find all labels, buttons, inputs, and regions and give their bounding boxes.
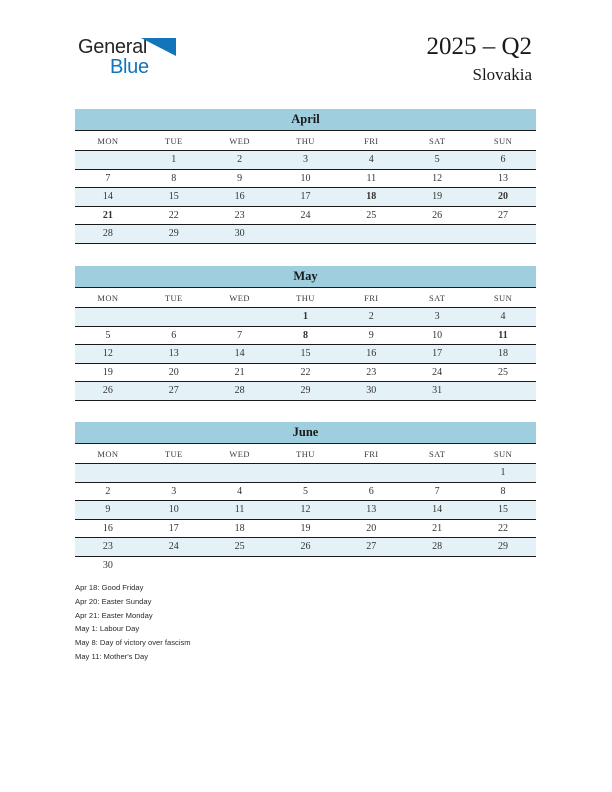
day-cell[interactable]: 18 xyxy=(470,345,536,364)
day-cell[interactable]: 30 xyxy=(75,556,141,574)
day-cell[interactable]: 9 xyxy=(75,501,141,520)
day-cell[interactable]: 9 xyxy=(207,169,273,188)
day-cell[interactable]: 16 xyxy=(207,188,273,207)
day-cell[interactable]: 22 xyxy=(273,363,339,382)
day-cell-empty xyxy=(338,225,404,244)
day-cell[interactable]: 8 xyxy=(141,169,207,188)
month-title: April xyxy=(75,109,536,131)
week-row xyxy=(75,188,536,207)
day-cell[interactable]: 26 xyxy=(273,538,339,557)
day-cell-empty xyxy=(404,464,470,483)
legend-item: Apr 18: Good Friday xyxy=(75,583,144,592)
day-cell[interactable]: 31 xyxy=(404,382,470,401)
day-cell[interactable]: 29 xyxy=(470,538,536,557)
day-cell[interactable]: 20 xyxy=(141,363,207,382)
day-cell[interactable]: 4 xyxy=(207,482,273,501)
day-cell[interactable]: 13 xyxy=(338,501,404,520)
day-cell[interactable]: 17 xyxy=(404,345,470,364)
day-cell[interactable]: 3 xyxy=(141,482,207,501)
day-cell-empty xyxy=(207,464,273,483)
day-cell[interactable]: 15 xyxy=(141,188,207,207)
legend-item: May 11: Mother's Day xyxy=(75,651,149,661)
month-calendar-may xyxy=(75,266,536,401)
week-row xyxy=(75,151,536,170)
day-cell[interactable]: 27 xyxy=(338,538,404,557)
day-cell-holiday[interactable]: 1 xyxy=(273,308,339,327)
day-cell[interactable]: 25 xyxy=(470,363,536,382)
day-cell[interactable]: 27 xyxy=(470,206,536,225)
brand-name-general: General xyxy=(78,36,148,58)
month-calendar-april xyxy=(75,109,536,244)
day-cell[interactable]: 10 xyxy=(404,326,470,345)
day-cell-holiday[interactable]: 18 xyxy=(338,188,404,207)
day-cell[interactable]: 24 xyxy=(141,538,207,557)
day-cell[interactable]: 18 xyxy=(207,519,273,538)
day-cell-holiday[interactable]: 11 xyxy=(470,326,536,345)
day-cell[interactable]: 24 xyxy=(404,363,470,382)
week-row xyxy=(75,482,536,501)
weekday-header-tue: TUE xyxy=(141,131,207,151)
week-row xyxy=(75,345,536,364)
day-cell[interactable]: 4 xyxy=(470,308,536,327)
day-cell-empty xyxy=(338,464,404,483)
day-cell[interactable]: 22 xyxy=(470,519,536,538)
brand-logo xyxy=(78,36,198,82)
page-header xyxy=(0,0,612,100)
day-cell-holiday[interactable]: 8 xyxy=(273,326,339,345)
day-cell[interactable]: 26 xyxy=(404,206,470,225)
weekday-header-row xyxy=(75,288,536,308)
day-cell[interactable]: 14 xyxy=(75,188,141,207)
day-cell[interactable]: 23 xyxy=(338,363,404,382)
day-cell-empty xyxy=(404,556,470,574)
day-cell[interactable]: 5 xyxy=(404,151,470,170)
day-cell[interactable]: 19 xyxy=(273,519,339,538)
week-row xyxy=(75,538,536,557)
weekday-header-mon: MON xyxy=(75,131,141,151)
day-cell[interactable]: 2 xyxy=(338,308,404,327)
day-cell[interactable]: 16 xyxy=(75,519,141,538)
day-cell[interactable]: 6 xyxy=(338,482,404,501)
day-cell[interactable]: 11 xyxy=(207,501,273,520)
day-cell-empty xyxy=(141,464,207,483)
day-cell[interactable]: 25 xyxy=(207,538,273,557)
day-cell[interactable]: 26 xyxy=(75,382,141,401)
day-cell[interactable]: 4 xyxy=(338,151,404,170)
day-cell-empty xyxy=(338,556,404,574)
week-row xyxy=(75,308,536,327)
day-cell-empty xyxy=(141,308,207,327)
day-cell-empty xyxy=(470,382,536,401)
day-cell-empty xyxy=(470,556,536,574)
day-cell-empty xyxy=(470,225,536,244)
day-cell[interactable]: 13 xyxy=(141,345,207,364)
legend-item: May 8: Day of victory over fascism xyxy=(75,638,191,648)
weekday-header-mon: MON xyxy=(75,444,141,464)
month-grid xyxy=(75,444,536,574)
weekday-header-sat: SAT xyxy=(404,444,470,464)
weekday-header-thu: THU xyxy=(273,288,339,308)
day-cell[interactable]: 30 xyxy=(338,382,404,401)
week-row xyxy=(75,169,536,188)
day-cell-empty xyxy=(207,308,273,327)
day-cell[interactable]: 24 xyxy=(273,206,339,225)
day-cell[interactable]: 29 xyxy=(273,382,339,401)
weekday-header-thu: THU xyxy=(273,444,339,464)
day-cell[interactable]: 7 xyxy=(75,169,141,188)
day-cell-empty xyxy=(75,151,141,170)
weekday-header-wed: WED xyxy=(207,444,273,464)
day-cell[interactable]: 23 xyxy=(207,206,273,225)
week-row xyxy=(75,464,536,483)
day-cell-empty xyxy=(273,464,339,483)
weekday-header-sat: SAT xyxy=(404,131,470,151)
day-cell[interactable]: 22 xyxy=(141,206,207,225)
day-cell[interactable]: 9 xyxy=(338,326,404,345)
day-cell[interactable]: 12 xyxy=(75,345,141,364)
day-cell[interactable]: 28 xyxy=(207,382,273,401)
week-row xyxy=(75,519,536,538)
day-cell-empty xyxy=(273,556,339,574)
day-cell[interactable]: 10 xyxy=(141,501,207,520)
weekday-header-sat: SAT xyxy=(404,288,470,308)
weekday-header-row xyxy=(75,131,536,151)
day-cell[interactable]: 29 xyxy=(141,225,207,244)
day-cell[interactable]: 14 xyxy=(404,501,470,520)
weekday-header-sun: SUN xyxy=(470,131,536,151)
day-cell-holiday[interactable]: 20 xyxy=(470,188,536,207)
day-cell[interactable]: 1 xyxy=(141,151,207,170)
day-cell[interactable]: 19 xyxy=(404,188,470,207)
day-cell-empty xyxy=(141,556,207,574)
day-cell[interactable]: 28 xyxy=(404,538,470,557)
day-cell[interactable]: 25 xyxy=(338,206,404,225)
week-row xyxy=(75,363,536,382)
week-row xyxy=(75,225,536,244)
day-cell-empty xyxy=(207,556,273,574)
weekday-header-thu: THU xyxy=(273,131,339,151)
day-cell[interactable]: 14 xyxy=(207,345,273,364)
day-cell[interactable]: 6 xyxy=(470,151,536,170)
page-title: 2025 – Q2 xyxy=(426,33,532,60)
day-cell-empty xyxy=(404,225,470,244)
day-cell[interactable]: 15 xyxy=(470,501,536,520)
day-cell[interactable]: 3 xyxy=(404,308,470,327)
day-cell[interactable]: 8 xyxy=(470,482,536,501)
blue-triangle-icon xyxy=(141,38,177,57)
weekday-header-tue: TUE xyxy=(141,444,207,464)
weekday-header-fri: FRI xyxy=(338,288,404,308)
day-cell[interactable]: 17 xyxy=(273,188,339,207)
day-cell[interactable]: 28 xyxy=(75,225,141,244)
month-title: June xyxy=(75,422,536,444)
day-cell[interactable]: 20 xyxy=(338,519,404,538)
weekday-header-sun: SUN xyxy=(470,288,536,308)
day-cell[interactable]: 12 xyxy=(404,169,470,188)
holiday-legend xyxy=(75,581,475,664)
weekday-header-fri: FRI xyxy=(338,131,404,151)
day-cell[interactable]: 30 xyxy=(207,225,273,244)
weeks-body xyxy=(75,151,536,244)
day-cell-empty xyxy=(75,464,141,483)
day-cell-holiday[interactable]: 21 xyxy=(75,206,141,225)
week-row xyxy=(75,382,536,401)
weekday-header-wed: WED xyxy=(207,288,273,308)
day-cell[interactable]: 6 xyxy=(141,326,207,345)
weekday-header-sun: SUN xyxy=(470,444,536,464)
day-cell[interactable]: 10 xyxy=(273,169,339,188)
brand-name-blue: Blue xyxy=(110,56,149,78)
day-cell[interactable]: 3 xyxy=(273,151,339,170)
weeks-body xyxy=(75,464,536,575)
weekday-header-mon: MON xyxy=(75,288,141,308)
day-cell[interactable]: 23 xyxy=(75,538,141,557)
day-cell[interactable]: 27 xyxy=(141,382,207,401)
weekday-header-wed: WED xyxy=(207,131,273,151)
week-row xyxy=(75,206,536,225)
day-cell[interactable]: 5 xyxy=(75,326,141,345)
month-title: May xyxy=(75,266,536,288)
day-cell[interactable]: 19 xyxy=(75,363,141,382)
month-grid xyxy=(75,131,536,244)
day-cell[interactable]: 13 xyxy=(470,169,536,188)
week-row xyxy=(75,556,536,574)
week-row xyxy=(75,501,536,520)
legend-item: Apr 20: Easter Sunday xyxy=(75,596,152,606)
day-cell[interactable]: 7 xyxy=(207,326,273,345)
day-cell[interactable]: 11 xyxy=(338,169,404,188)
day-cell-empty xyxy=(273,225,339,244)
legend-item: Apr 21: Easter Monday xyxy=(75,610,153,620)
day-cell[interactable]: 16 xyxy=(338,345,404,364)
weeks-body xyxy=(75,308,536,401)
day-cell[interactable]: 15 xyxy=(273,345,339,364)
day-cell[interactable]: 5 xyxy=(273,482,339,501)
day-cell[interactable]: 12 xyxy=(273,501,339,520)
legend-item: May 1: Labour Day xyxy=(75,624,140,634)
day-cell-empty xyxy=(75,308,141,327)
month-calendar-june xyxy=(75,422,536,574)
day-cell[interactable]: 2 xyxy=(75,482,141,501)
weekday-header-row xyxy=(75,444,536,464)
day-cell[interactable]: 21 xyxy=(404,519,470,538)
week-row xyxy=(75,326,536,345)
day-cell[interactable]: 17 xyxy=(141,519,207,538)
day-cell[interactable]: 7 xyxy=(404,482,470,501)
weekday-header-fri: FRI xyxy=(338,444,404,464)
day-cell[interactable]: 2 xyxy=(207,151,273,170)
title-block xyxy=(426,32,532,86)
day-cell[interactable]: 1 xyxy=(470,464,536,483)
day-cell[interactable]: 21 xyxy=(207,363,273,382)
page-subtitle: Slovakia xyxy=(472,65,532,84)
weekday-header-tue: TUE xyxy=(141,288,207,308)
month-grid xyxy=(75,288,536,401)
